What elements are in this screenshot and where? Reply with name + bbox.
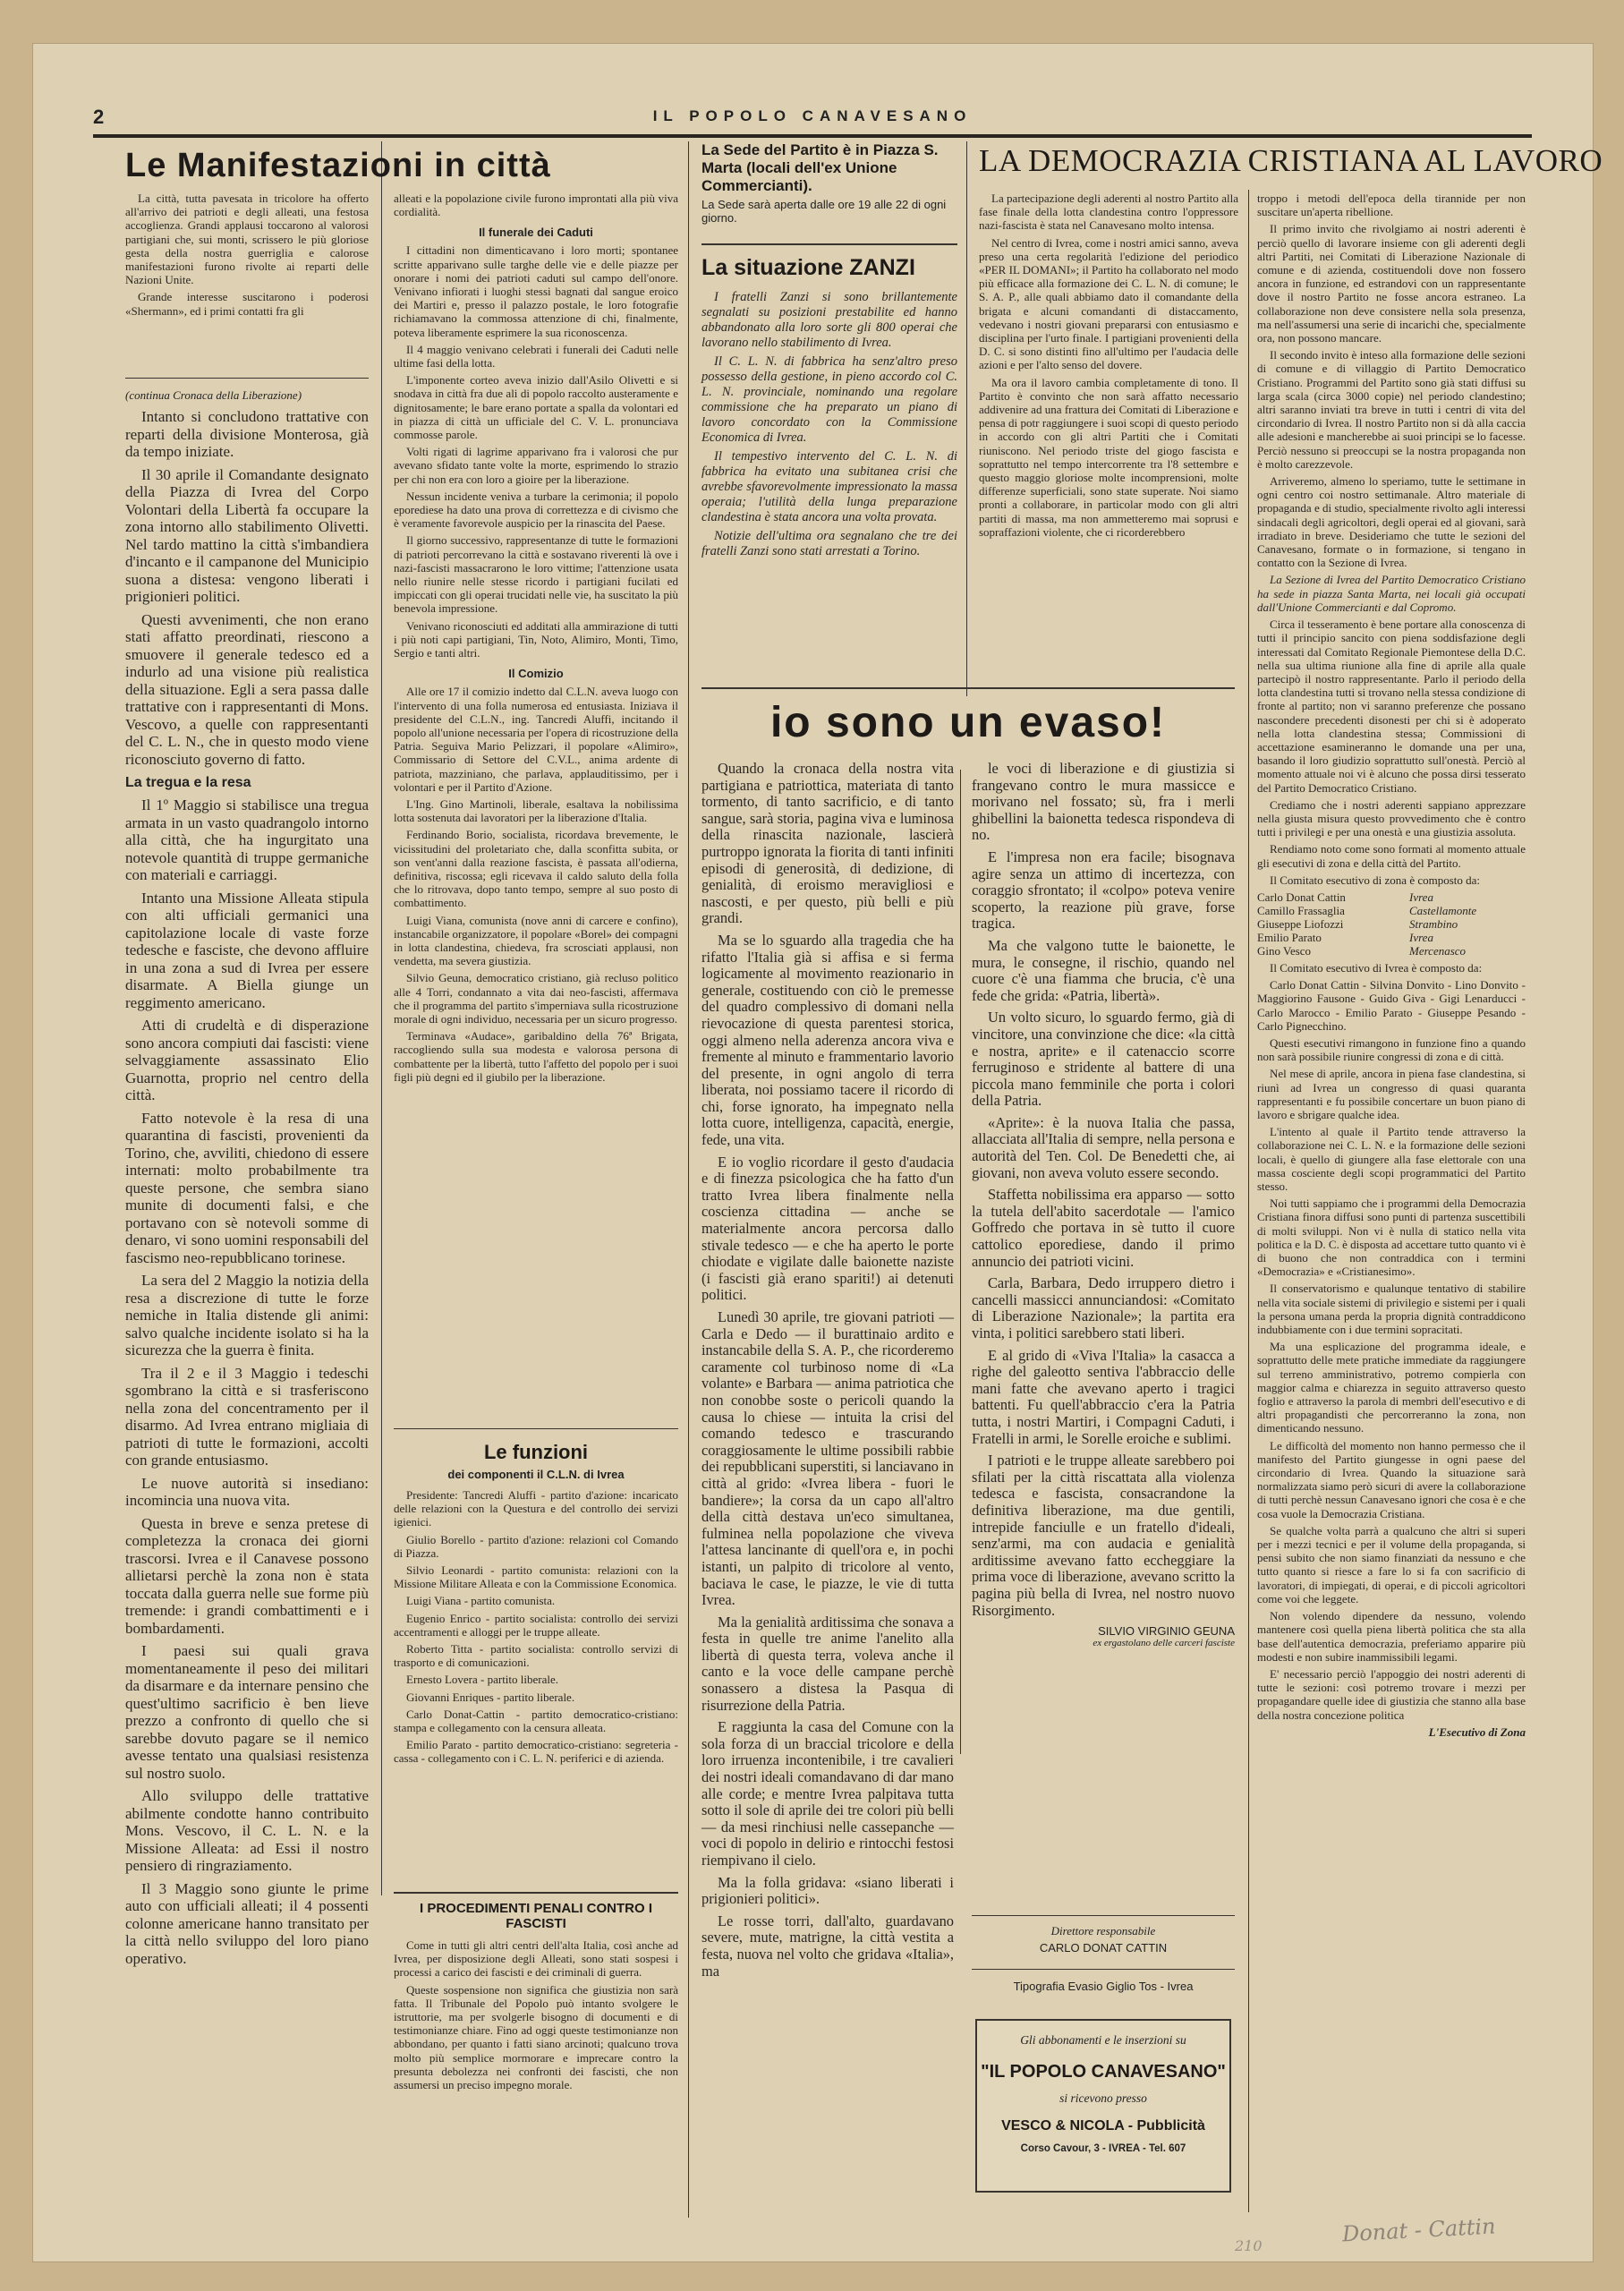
article-paragraph: Allo sviluppo delle trattative abilmente condotte hanno contribuito Mons. Vescovo, il C. L. N. e la Missione Alleata: ad Essi il nostro pensiero di ringraziamento. bbox=[125, 1787, 369, 1874]
article-paragraph: Ma una esplicazione del programma ideale, e soprattutto delle mete pratiche immediate da raggiungere sul terreno amministrativo, potremo compierla con maggior calma e chiarezza in seguito attraverso questo foglio e attraverso la parola di membri dell'esecutivo e di altri propagandisti che percorreranno la zona, non dimenticando nessuno. bbox=[1257, 1340, 1526, 1435]
manifestazioni-headline: Le Manifestazioni in città bbox=[125, 147, 551, 184]
article-paragraph: E' necessario perciò l'appoggio dei nostri aderenti di tutte le sezioni: così potremo trovare i mezzi per propagandare quelle idee di giustizia che stanno alla base della nostra concezione politica bbox=[1257, 1666, 1526, 1722]
list-item bbox=[1257, 904, 1526, 917]
article-paragraph: Carlo Donat Cattin - Silvina Donvito - Lino Donvito - Maggiorino Fausone - Guido Giva - Gigi Lenarducci - Carlo Marocco - Emilio Parato - Giuseppe Pesando - Carlo Pignecchino. bbox=[1257, 978, 1526, 1033]
article-paragraph: Ferdinando Borio, socialista, ricordava brevemente, le vicissitudini del proletariato che, dalla sconfitta subita, or son vent'anni dalla reazione fascista, è passata all'odierna, definitiva, riscossa; egli ricevava il caldo saluto della folla che lo ritrovava, dopo tanto tempo, sempre al suo posto di combattimento. bbox=[394, 828, 678, 910]
funzione-item: Roberto Titta - partito socialista: controllo servizi di trasporto e di comunicazioni. bbox=[394, 1642, 678, 1670]
article-paragraph: L'imponente corteo aveva inizio dall'Asilo Olivetti e si snodava in città fra due ali di popolo raccolto austeramente e dignitosamente; le bare erano portate a spalla da volontari ed in piazza di città un ufficiale del C. V. L. pronunciava commosse parole. bbox=[394, 373, 678, 442]
section-rule bbox=[394, 1428, 678, 1429]
member-place: Ivrea bbox=[1409, 890, 1433, 904]
dc-col-left bbox=[979, 192, 1238, 542]
colophon bbox=[972, 1924, 1235, 1955]
article-paragraph: Quando la cronaca della nostra vita partigiana e patriottica, materiata di tanto tormento, di tanto sacrificio, e di tanto sangue, sarà storia, pagina viva e luminosa della rinascita nazionale, lascierà purtroppo ignorata la fiorita di tanti infiniti episodi di generosità, di dedizione, di genialità, di eroismo meravigliosi e nascosti, e per questo, più belli e più grandi. bbox=[701, 760, 954, 927]
article-paragraph: Lunedì 30 aprile, tre giovani patrioti — Carla e Dedo — il burattinaio ardito e instancabile della S. A. P., che ricorderemo caramente col turbinoso nome di «La volante» e Barbara — anima patriotica che non conobbe soste o pericoli quando la causa lo chiese — intuita la crisi del comando tedesco e trascurando coraggiosamente le ultime possibili rabbie dei repubblicani superstiti, si lanciavano in città al grido: «Ivrea libera - fuori le bandiere»; la corsa da un capo all'altro della città destava un'eco simultanea, fulminea nella popolazione che viveva l'attesa lancinante di quell'ora e, in pochi istanti, un palpito di tricolore al vento, baciava le case, le piazze, le vie di tutta Ivrea. bbox=[701, 1308, 954, 1609]
article-paragraph: I paesi sui quali grava momentaneamente il peso dei militari da disarmare e da internare pensino che quest'ultimo sacrificio è ben lieve prezzo a confronto di quello che si sarebbe dovuto pagare se il nemico avesse tentato una qualsiasi resistenza sul nostro suolo. bbox=[125, 1642, 369, 1782]
director-label: Direttore responsabile bbox=[1050, 1924, 1156, 1938]
article-paragraph: Il conservatorismo e qualunque tentativo di stabilire nella vita sociale sistemi di privilegio e sistemi per i quali la persona umana perda la propria dignità contraddicono indubbiamente con i due termini sopracitati. bbox=[1257, 1282, 1526, 1337]
article-paragraph: E l'impresa non era facile; bisognava agire senza un attimo di incertezza, con coraggio sfrontato; il «colpo» poteva venire scoperto, la reazione più grave, forse tragica. bbox=[972, 847, 1235, 933]
column-rule-4 bbox=[960, 770, 961, 1754]
list-item bbox=[1257, 917, 1526, 931]
column-rule-1 bbox=[381, 141, 382, 1895]
sede-note: La Sede sarà aperta dalle ore 19 alle 22 di ogni giorno. bbox=[701, 198, 947, 225]
article-paragraph: Il 1º Maggio si stabilisce una tregua armata in un vasto quadrangolo intorno alla città, che ha ingurgitato una notevole quantità di truppe germaniche con materiali e carriaggi. bbox=[125, 796, 369, 883]
article-paragraph: Il 3 Maggio sono giunte le prime auto con ufficiali alleati; il 4 possenti colonne americane hanno transitato per la città nello sviluppo del loro piano operativo. bbox=[125, 1879, 369, 1967]
dc-col-right bbox=[1257, 192, 1526, 1740]
zona-members-list bbox=[1257, 890, 1526, 958]
manifestazioni-headline-block bbox=[125, 143, 689, 185]
member-place: Mercenasco bbox=[1409, 943, 1467, 958]
evaso-title: io sono un evaso! bbox=[769, 699, 1167, 746]
page-number: 2 bbox=[93, 106, 105, 128]
article-paragraph: Nel mese di aprile, ancora in piena fase clandestina, si riunì ad Ivrea un congresso di quasi quaranta rappresentanti e fu possibile concertare un buon piano di lavoro e sbrigare qualche idea. bbox=[1257, 1067, 1526, 1121]
member-place: Strambino bbox=[1409, 916, 1458, 931]
article-paragraph: L'Ing. Gino Martinoli, liberale, esaltava la nobilissima lotta sostenuta dai lavoratori per la liberazione d'Italia. bbox=[394, 796, 678, 825]
manifestazioni-intro bbox=[125, 192, 369, 321]
ad-line2: si ricevono presso bbox=[1059, 2091, 1147, 2105]
ad-company: VESCO & NICOLA - Pubblicità bbox=[1001, 2118, 1205, 2133]
article-paragraph: Un volto sicuro, lo sguardo fermo, già di vincitore, una convinzione che dice: «la città e nostra, aprite» e il catenaccio scorre ferruginoso e stridente al battere di una piccola mano femminile che porta i colori della Patria. bbox=[972, 1009, 1235, 1110]
member-place: Ivrea bbox=[1409, 930, 1433, 944]
article-paragraph: Tra il 2 e il 3 Maggio i tedeschi sgombrano la città e si trasferiscono nella zona del concentramento per il disarmo. Ad Ivrea entrano migliaia di patrioti di tutte le formazioni, accolti con grande entusiasmo. bbox=[125, 1364, 369, 1469]
article-paragraph: La sera del 2 Maggio la notizia della resa a discrezione di tutte le forze nemiche in Italia distende gli animi: salvo qualche incidente isolato si ha la sicurezza che la guerra è finita. bbox=[125, 1272, 369, 1358]
funzione-item: Eugenio Enrico - partito socialista: controllo dei servizi accentramenti e alloggi per le truppe alleate. bbox=[394, 1611, 678, 1639]
member-name: Gino Vesco bbox=[1257, 943, 1312, 958]
subhead-comizio: Il Comizio bbox=[508, 667, 564, 681]
sede-block bbox=[701, 141, 957, 225]
subscription-ad bbox=[975, 2019, 1231, 2193]
funzione-item: Emilio Parato - partito democratico-cristiano: segreteria - cassa - collegamento con i C. L. N. periferici e di azienda. bbox=[394, 1738, 678, 1766]
handwritten-note: Donat - Cattin bbox=[1341, 2213, 1497, 2247]
continua-note: (continua Cronaca della Liberazione) bbox=[125, 388, 302, 402]
director-name: CARLO DONAT CATTIN bbox=[1039, 1941, 1168, 1955]
dc-headline-block bbox=[979, 143, 1603, 179]
funzioni-subtitle: dei componenti il C.L.N. di Ivrea bbox=[447, 1468, 625, 1481]
article-paragraph: Il giorno successivo, rappresentanze di tutte le formazioni di patrioti percorrevano la città e sostavano riverenti là ove i nazi-fascisti massacrarono le loro vittime; l'attenzione usata nello riunire nelle stesse ricordo i partigiani fucilati ed impiccati con gli operai trucidati nelle vie, ha suscitato la più benevola impressione. bbox=[394, 533, 678, 616]
member-name: Carlo Donat Cattin bbox=[1257, 890, 1346, 904]
procedimenti-block bbox=[394, 1901, 678, 2095]
section-rule bbox=[701, 687, 1235, 689]
funerale-comizio-block bbox=[394, 192, 678, 1087]
zanzi-title: La situazione ZANZI bbox=[701, 255, 915, 280]
section-rule bbox=[972, 1969, 1235, 1970]
article-paragraph: Rendiamo noto come sono formati al momento attuale gli esecutivi di zona e della città del Partito. bbox=[1257, 842, 1526, 870]
article-paragraph: Il Comitato esecutivo di zona è composto da: bbox=[1270, 873, 1481, 887]
sede-title: La Sede del Partito è in Piazza S. Marta (locali dell'ex Unione Commercianti). bbox=[701, 141, 939, 194]
section-rule bbox=[125, 378, 369, 379]
article-paragraph: alleati e la popolazione civile furono improntati alla più viva cordialità. bbox=[394, 192, 678, 219]
article-paragraph: Il tempestivo intervento del C. L. N. di fabbrica ha evitato una subitanea crisi che avrebbe sfavorevolmente impressionato la massa operaia; l'utilità della lunga preparazione clandestina è stata ancora una volta provata. bbox=[701, 449, 957, 524]
running-head bbox=[93, 106, 1532, 132]
dc-sign-off: L'Esecutivo di Zona bbox=[1428, 1725, 1526, 1739]
evaso-col-left bbox=[701, 761, 954, 1985]
article-paragraph: Questi avvenimenti, che non erano stati affatto preordinati, riescono a smuovere il generale tedesco ed a indurlo ad una visione più realistica della situazione. Egli a sera passa dalle trattative con i rappresentanti di Mons. Vescovo, a quelle con rappresentanti del C. L. N., che in questo modo viene riconosciuto governo di fatto. bbox=[125, 610, 369, 768]
article-paragraph: Le nuove autorità si insediano: incomincia una nuova vita. bbox=[125, 1474, 369, 1509]
list-item bbox=[1257, 944, 1526, 958]
article-paragraph: «Aprite»: è la nuova Italia che passa, allacciata all'Italia di sempre, nella persona e autorità del Ten. Col. De Benedetti che, ai giovani, non aveva voluto essere secondo. bbox=[972, 1113, 1235, 1181]
article-paragraph: Il 30 aprile il Comandante designato della Piazza di Ivrea del Corpo Volontari della Libertà fa occupare la zona intorno allo stabilimento Olivetti. Nel tardo mattino la città s'imbandiera d'incanto e il campanone del Municipio suona a distesa: vengono liberati i prigionieri politici. bbox=[125, 465, 369, 605]
article-paragraph: Nel centro di Ivrea, come i nostri amici sanno, aveva preso una certa regolarità l'edizione del periodico «PER IL DOMANI»; il Partito ha collaborato nel modo più efficace alla formazione dei C. L. N. di comune; le S. A. P., alle quali abbiamo dato il comandante della brigata e alcuni comandanti di distaccamento, vedevano i nostri giovani prepararsi con entusiasmo e disciplina per l'urto finale. I partigiani provenienti della D. C. si sono distinti fino all'ultimo per l'audacia delle azioni e per l'alto senso del dovere. bbox=[979, 235, 1238, 372]
funzioni-title: Le funzioni bbox=[483, 1441, 589, 1463]
funzione-item: Carlo Donat-Cattin - partito democratico-cristiano: stampa e collegamento con la censura alleata. bbox=[394, 1707, 678, 1735]
evaso-signature: SILVIO VIRGINIO GEUNA bbox=[1098, 1624, 1235, 1639]
article-paragraph: La Sezione di Ivrea del Partito Democratico Cristiano ha sede in piazza Santa Marta, nei locali già occupati dall'Unione Commercianti e dal Copromo. bbox=[1257, 573, 1526, 614]
article-paragraph: Questi esecutivi rimangono in funzione fino a quando non sarà possibile riunire congressi di zona e di città. bbox=[1257, 1035, 1526, 1064]
article-paragraph: Se qualche volta parrà a qualcuno che altri si superi per i mezzi tecnici e per il volume della propaganda, si pensi subito che non siamo finanziati da nessuno e che tutto quanto si riesce a fare lo si fa con sacrificio di lavoratori, di impiegati, di operai, e di piccoli agricoltori come voi che leggete. bbox=[1257, 1523, 1526, 1605]
cronaca-liberazione bbox=[125, 383, 369, 1972]
article-paragraph: Ma la genialità arditissima che sonava a festa in quelle tre anime l'anelito alla libertà di questa terra, voleva anche il canto e la voce delle campane perchè sonassero a distesa la Pasqua di risurrezione della Patria. bbox=[701, 1613, 954, 1714]
article-paragraph: La partecipazione degli aderenti al nostro Partito alla fase finale della lotta clandestina contro l'oppressore nazi-fascista è stata nel Canavesano molto intensa. bbox=[979, 192, 1238, 233]
article-paragraph: Il Comitato esecutivo di Ivrea è composto da: bbox=[1270, 960, 1483, 975]
column-rule-3 bbox=[966, 141, 967, 696]
ad-address: Corso Cavour, 3 - IVREA - Tel. 607 bbox=[1020, 2143, 1186, 2154]
article-paragraph: Terminava «Audace», garibaldino della 76ª Brigata, raccogliendo sulla sua modesta e valorosa persona di combattente per la libertà, tutto l'affetto del popolo per i suoi figli più degni ed il giubilo per la liberazione. bbox=[394, 1029, 678, 1084]
column-rule-2 bbox=[688, 141, 689, 2218]
subhead-funerale: Il funerale dei Caduti bbox=[479, 226, 593, 240]
article-paragraph: Non volendo dipendere da nessuno, volendo mantenere così quella piena libertà politica che sta alla base dell'autentica democrazia, preferiamo apparire più modesti e non subire inammissibili legami. bbox=[1257, 1609, 1526, 1664]
article-paragraph: Il 4 maggio venivano celebrati i funerali dei Caduti nelle ultime fasi della lotta. bbox=[394, 342, 678, 370]
article-paragraph: Le difficoltà del momento non hanno permesso che il manifesto del Partito giungesse in ogni paese del circondario di Ivrea. Quando la situazione sarà normalizzata siamo però sicuri di avere la collaborazione di tutti perchè nessun Canavesano ignori che cosa è e che cosa vuole la Democrazia Cristiana. bbox=[1257, 1438, 1526, 1520]
subhead-tregua: La tregua e la resa bbox=[125, 775, 251, 790]
funzione-item: Silvio Leonardi - partito comunista: relazioni con la Missione Militare Alleata e con la Commissione Economica. bbox=[394, 1563, 678, 1591]
member-name: Camillo Frassaglia bbox=[1257, 903, 1345, 917]
article-paragraph: Ma la folla gridava: «siano liberati i prigionieri politici». bbox=[701, 1873, 954, 1908]
zanzi-block bbox=[701, 255, 957, 563]
article-paragraph: Questa in breve e senza pretese di completezza la cronaca dei giorni trascorsi. Ivrea e il Canavese possono allietarsi perchè la zona non è stata toccata dalla guerra nelle sue forme più tremende: i grandi combattimenti e i bombardamenti. bbox=[125, 1514, 369, 1637]
article-paragraph: Crediamo che i nostri aderenti sappiano apprezzare nella giusta misura questo provvedimento che è contro tutti i privilegi e per una onestà e una giustizia assoluta. bbox=[1257, 797, 1526, 839]
article-paragraph: E raggiunta la casa del Comune con la sola forza di un braccial tricolore e della loro irruenza incontenibile, i tre cavalieri dei nostri ideali comandavano di dar mano alle corde; e mentre Ivrea palpitava tutta sotto il sole di aprile dei tre colori più belli — da mesi rinchiusi nelle cassepanche — voci di popolo in delirio e rintocchi festosi riempivano il cielo. bbox=[701, 1718, 954, 1869]
evaso-title-block bbox=[701, 698, 1235, 747]
article-paragraph: Ma che valgono tutte le baionette, le mura, le consegne, il rischio, quando nel cuore c'è una fiamma che brucia, c'è una fede che grida: «Patria, libertà». bbox=[972, 936, 1235, 1004]
article-paragraph: Carla, Barbara, Dedo irruppero dietro i cancelli massicci annunciandosi: «Comitato di Liberazione Nazionale»; la partita era vinta, i politici sarebbero stati liberi. bbox=[972, 1274, 1235, 1341]
article-paragraph: E io voglio ricordare il gesto d'audacia e di finezza psicologica che ha fatto d'un tratto Ivrea libera finalmente nella coscienza cittadina — anche se materialmente ancora percorsa dallo stivale tedesco — e che ha aperto le porte chiodate e vigilate dalle baionette naziste (i fascisti già erano spariti!) ai detenuti politici. bbox=[701, 1153, 954, 1304]
section-rule bbox=[972, 1915, 1235, 1916]
list-item bbox=[1257, 890, 1526, 904]
evaso-col-right bbox=[972, 761, 1235, 1648]
list-item bbox=[1257, 931, 1526, 944]
procedimenti-title: I PROCEDIMENTI PENALI CONTRO I FASCISTI bbox=[419, 1901, 652, 1931]
article-paragraph: Volti rigati di lagrime apparivano fra i valorosi che pur avevano sfidato tante volte la morte, esprimendo lo strazio per chi non era con loro a gioire per la liberazione. bbox=[394, 445, 678, 486]
column-rule-5 bbox=[1248, 190, 1249, 2212]
article-paragraph: troppo i metodi dell'epoca della tirannide per non suscitare un'aperta ribellione. bbox=[1257, 192, 1526, 219]
article-paragraph: Queste sospensione non significa che giustizia non sarà fatta. Il Tribunale del Popolo può intanto svolgere le istruttorie, ma per svolgerle bisogno di documenti e di testimonianze chiare. Fino ad oggi queste testimonianze non abbondano, per quanto i fatti siano arcinoti; qualcuno trova molto più semplice mormorare e imprecare contro la presunta debolezza nei confronti dei fascisti, che non assumersi un preciso impegno morale. bbox=[394, 1982, 678, 2092]
evaso-signature-note: ex ergastolano delle carceri fasciste bbox=[1093, 1638, 1235, 1649]
member-name: Giuseppe Liofozzi bbox=[1257, 916, 1344, 931]
article-paragraph: I fratelli Zanzi si sono brillantemente segnalati su posizioni prestabilite ed hanno abbandonato alla loro sorte gli 800 operai che lavorano nello stabilimento di Ivrea. bbox=[701, 290, 957, 350]
article-paragraph: I patrioti e le truppe alleate sarebbero poi sfilati per la città riscattata alla violenza tedesca e fascista, consacrandone la definitiva liberazione, ma due gentili, intrepide fanciulle e un fratello d'ideali, senz'armi, ma con audacia e genialità arditissime avevano fatto eccheggiare la prima voce di liberazione, avevano scritto la pagina più bella di Ivrea, nel nostro nuovo Risorgimento. bbox=[972, 1452, 1235, 1619]
printer: Tipografia Evasio Giglio Tos - Ivrea bbox=[1013, 1980, 1194, 1993]
article-paragraph: le voci di liberazione e di giustizia si frangevano contro le mura massicce e morivano nel fossato; sù, fra i merli ghibellini la baionetta tedesca rispondeva di no. bbox=[972, 760, 1235, 844]
margin-number: 210 bbox=[1235, 2237, 1263, 2254]
article-paragraph: Luigi Viana, comunista (nove anni di carcere e confino), instancabile organizzatore, il popolare «Borel» dei compagni in lotta clandestina, chiedeva, fra scrosciati applausi, non vendetta, ma severa giustizia. bbox=[394, 913, 678, 968]
ad-line1: Gli abbonamenti e le inserzioni su bbox=[1020, 2033, 1186, 2047]
article-paragraph: Circa il tesseramento è bene portare alla conoscenza di tutti il principio sancito con piena soddisfazione degli interessati dal Comitato Regionale Piemontese della D.C. nella sua ultima riunione alla fine di aprile alla quale partecipò il nostro rappresentante. Parlo il periodo della lotta clandestina tutti si trovano nella stessa condizione di fronte al partito; non vi saranno preferenze che possano nascondere precedenti disonesti per chi si è adoperato nella lotta clandestina stessa; Commissioni di accettazione esamineranno le domande una per una, basando il loro giudizio soprattutto sull'onestà. Perciò al momento attuale noi vi è alcuno che possa dirsi tesserato del Partito Democratico Cristiano. bbox=[1257, 617, 1526, 795]
article-paragraph: Intanto una Missione Alleata stipula con alti ufficiali germanici una capitolazione locale di vaste forze tedesche e fasciste, che devono affluire in una zona a sud di Ivrea per essere disarmate. A Biella giunge un reggimento americano. bbox=[125, 889, 369, 1011]
newspaper-title: IL POPOLO CANAVESANO bbox=[652, 107, 973, 124]
funzione-item: Ernesto Lovera - partito liberale. bbox=[406, 1673, 559, 1687]
article-paragraph: Silvio Geuna, democratico cristiano, già recluso politico alle 4 Torri, condannato a vita dai neo-fascisti, affermava che il programma del partito s'imperniava sulla ricostruzione morale di ogni individuo, necessaria per un sicuro progresso. bbox=[394, 971, 678, 1026]
article-paragraph: L'intento al quale il Partito tende attraverso la collaborazione nei C. L. N. e la formazione delle sezioni locali, è quello di giungere alla fase elettorale con una massa cosciente degli scopi programmatici del Partito stesso. bbox=[1257, 1125, 1526, 1193]
funzione-item: Giulio Borello - partito d'azione: relazioni col Comando di Piazza. bbox=[394, 1532, 678, 1560]
article-paragraph: Il primo invito che rivolgiamo ai nostri aderenti è perciò quello di lavorare insieme con gli aderenti degli altri Partiti, nei Comitati di Liberazione Nazionale di comune e di azienda, costituendoli dove non fossero ancora in funzione, ed estrandovi con un rappresentante dove il nostro Partito ne fosse ancora estraneo. La collaborazione non deve consistere nella sola presenza, ma nell'assumersi una serie di incarichi che, specialmente ora, non possono mancare. bbox=[1257, 222, 1526, 345]
article-paragraph: Alle ore 17 il comizio indetto dal C.L.N. aveva luogo con l'intervento di una folla numerosa ed entusiasta. Iniziava il presidente del C.L.N., ing. Tancredi Aluffi, incitando il popolo all'unione necessaria per l'opera di ricostruzione della Patria. Seguiva Mario Pelizzari, il popolare «Alimiro», Commissario di Settore del C.V.L., anima ardente di patriota, mazziniano, che parlava, applauditissimo, per i volontari e per il Partito d'Azione. bbox=[394, 685, 678, 794]
section-rule bbox=[394, 1892, 678, 1894]
section-rule bbox=[701, 243, 957, 245]
article-paragraph: Ma se lo sguardo alla tragedia che ha rifatto l'Italia già si affisa e si ferma logicamente al movimento reazionario in generale, costituendo con ciò le premesse del quadro complessivo di domani nella rievocazione di questa parentesi storica, oggi almeno nella aderenza ancora viva e fremente al minuto e frammentario lavorio del presente, in ogni angolo di terra liberata, noi possiamo tacere il ricordo di chi, forse ignorato, ha impegnato nella lotta cuore, intelligenza, capacità, energie, fede, una vita. bbox=[701, 931, 954, 1149]
member-name: Emilio Parato bbox=[1257, 930, 1322, 944]
article-paragraph: La città, tutta pavesata in tricolore ha offerto all'arrivo dei patrioti e degli alleati, una festosa accoglienza. Grandi applausi toccarono al valorosi partigiani che, sui monti, scrissero le più gloriose gesta della nostra guerriglia e calorose manifestazioni furono rivolte ai reparti delle Nazioni Unite. bbox=[125, 192, 369, 287]
article-paragraph: Il C. L. N. di fabbrica ha senz'altro preso possesso della gestione, in pieno accordo col C. L. N. provinciale, nominando una regolare commissione che ha preparato un piano di lavoro concordato con la Commissione Economica di Ivrea. bbox=[701, 354, 957, 445]
article-paragraph: Atti di crudeltà e di disperazione sono ancora compiuti dai fascisti: viene selvaggiamente assassinato Elio Guarnotta, proprio nel centro della città. bbox=[125, 1017, 369, 1103]
article-paragraph: Arriveremo, almeno lo speriamo, tutte le settimane in ogni centro coi nostro settimanale. Altro materiale di propaganda e di studio, specialmente rivolto agli interessi sindacali degli agricoltori, degli operai ed al giovani, sarà irradiato in breve. Desideriamo che tutte le sezioni del Canavesano, formate o in formazione, si tengano in contatto con la Sezione di Ivrea. bbox=[1257, 474, 1526, 570]
article-paragraph: Fatto notevole è la resa di una quarantina di fascisti, provenienti da Torino, che, avviliti, chiedono di essere internati: molto probabilmente tra queste persone, che sembra siano munite di documenti falsi, e che portavano con sè notevoli somme di denaro, vi sono uomini responsabili del fascismo neo-repubblicano torinese. bbox=[125, 1109, 369, 1266]
article-paragraph: Notizie dell'ultima ora segnalano che tre dei fratelli Zanzi sono stati arrestati a Torino. bbox=[701, 529, 957, 558]
article-paragraph: Nessun incidente veniva a turbare la cerimonia; il popolo eporediese ha dato una prova di correttezza e di civismo che è veramente favorevole auspicio per la rinascita del Paese. bbox=[394, 489, 678, 531]
funzioni-block bbox=[394, 1441, 678, 1769]
ad-newspaper-name: "IL POPOLO CANAVESANO" bbox=[981, 2062, 1226, 2082]
member-place: Castellamonte bbox=[1409, 903, 1477, 917]
printer-block bbox=[972, 1980, 1235, 1993]
article-paragraph: Intanto si concludono trattative con reparti della divisione Monterosa, già da tempo iniziate. bbox=[125, 408, 369, 460]
funzione-item: Giovanni Enriques - partito liberale. bbox=[406, 1690, 575, 1704]
funzione-item: Presidente: Tancredi Aluffi - partito d'azione: incaricato delle relazioni con la Questura e del controllo dei servizi igienici. bbox=[394, 1488, 678, 1529]
article-paragraph: Come in tutti gli altri centri dell'alta Italia, così anche ad Ivrea, per disposizione degli Alleati, sono stati sospesi i processi a carico dei fascisti e dei criminali di guerra. bbox=[394, 1938, 678, 1980]
article-paragraph: Noi tutti sappiamo che i programmi della Democrazia Cristiana finora diffusi sono punti di partenza suscettibili di molti sviluppi. Non vi è nulla di statico nella vita politica e la D. C. è disposta ad accettare tutto quanto vi è di buono che non contraddica con i termini «Democrazia» e «Cristianesimo». bbox=[1257, 1197, 1526, 1279]
article-paragraph: Le rosse torri, dall'alto, guardavano severe, mute, matrigne, la città vestita a festa, nuova nel volto che gridava «Italia», ma bbox=[701, 1912, 954, 1980]
article-paragraph: I cittadini non dimenticavano i loro morti; spontanee scritte apparivano sulle targhe delle vie e delle piazze per onorare i nomi dei patrioti caduti sul campo dell'onore. Venivano infiorati i luoghi stessi bagnati dal sangue eroico dei Martiri e, presso il palazzo postale, le loro fotografie richiamavano la commossa attenzione di chi, finalmente, poteva liberamente esprimere la sua riconoscenza. bbox=[394, 243, 678, 339]
article-paragraph: Staffetta nobilissima era apparso — sotto la tutela dell'abito sacerdotale — l'amico Goffredo che portava in sè tutto il cuore cattolico eporediese, dando il primo annuncio dei patrioti vicini. bbox=[972, 1186, 1235, 1270]
dc-headline: LA DEMOCRAZIA CRISTIANA AL LAVORO bbox=[979, 143, 1603, 178]
header-rule bbox=[93, 134, 1532, 138]
article-paragraph: E al grido di «Viva l'Italia» la casacca a righe del galeotto sentiva l'abbraccio delle mani fatte che avevano aperto i tragici battenti. Fu quell'abbraccio c'era la Patria tutta, i nostri Martiri, i Compagni Caduti, i Fratelli in armi, le Sorelle eroiche e sublimi. bbox=[972, 1346, 1235, 1447]
article-paragraph: Ma ora il lavoro cambia completamente di tono. Il Partito è convinto che non sarà affatto necessario addivenire ad una frattura dei Comitati di Liberazione e pensa di potr raggiungere i suoi scopi di questo periodo in accordo con gli altri Partiti che i Comitati riuniscono. Nel periodo triste del giogo fascista e soprattutto nel tempo intercorrente tra l'8 settembre e questo maggio gloriose molte incomprensioni, molte differenze superficiali, sono state superate. Noi siamo pronti a collaborare, in particolar modo con gli altri partiti di massa, ma non ammetteremo mai soprusi e sopraffazioni violente, che ci ricorderebbero bbox=[979, 375, 1238, 539]
article-paragraph: Grande interesse suscitarono i poderosi «Shermann», ed i primi contatti fra gli bbox=[125, 290, 369, 318]
article-paragraph: Il secondo invito è inteso alla formazione delle sezioni di comune e di villaggio di Partito Democratico Cristiano. Programmi del Partito sono già stati diffusi su larga scala (circa 3000 copie) nel periodo clandestino; altri saranno inviati tra breve in tutti i centri di vita del circondario di Ivrea. Il nostro Partito non si dà alla caccia alle adesioni e mancherebbe ai suoi principi se lo facesse. Perciò nessuno si preoccupi se la nostra propaganda non è molto carezzevole. bbox=[1257, 348, 1526, 471]
article-paragraph: Venivano riconosciuti ed additati alla ammirazione di tutti i più noti capi partigiani, Tin, Noto, Alimiro, Monti, Timo, Sergio e tanti altri. bbox=[394, 618, 678, 660]
funzione-item: Luigi Viana - partito comunista. bbox=[406, 1594, 556, 1608]
